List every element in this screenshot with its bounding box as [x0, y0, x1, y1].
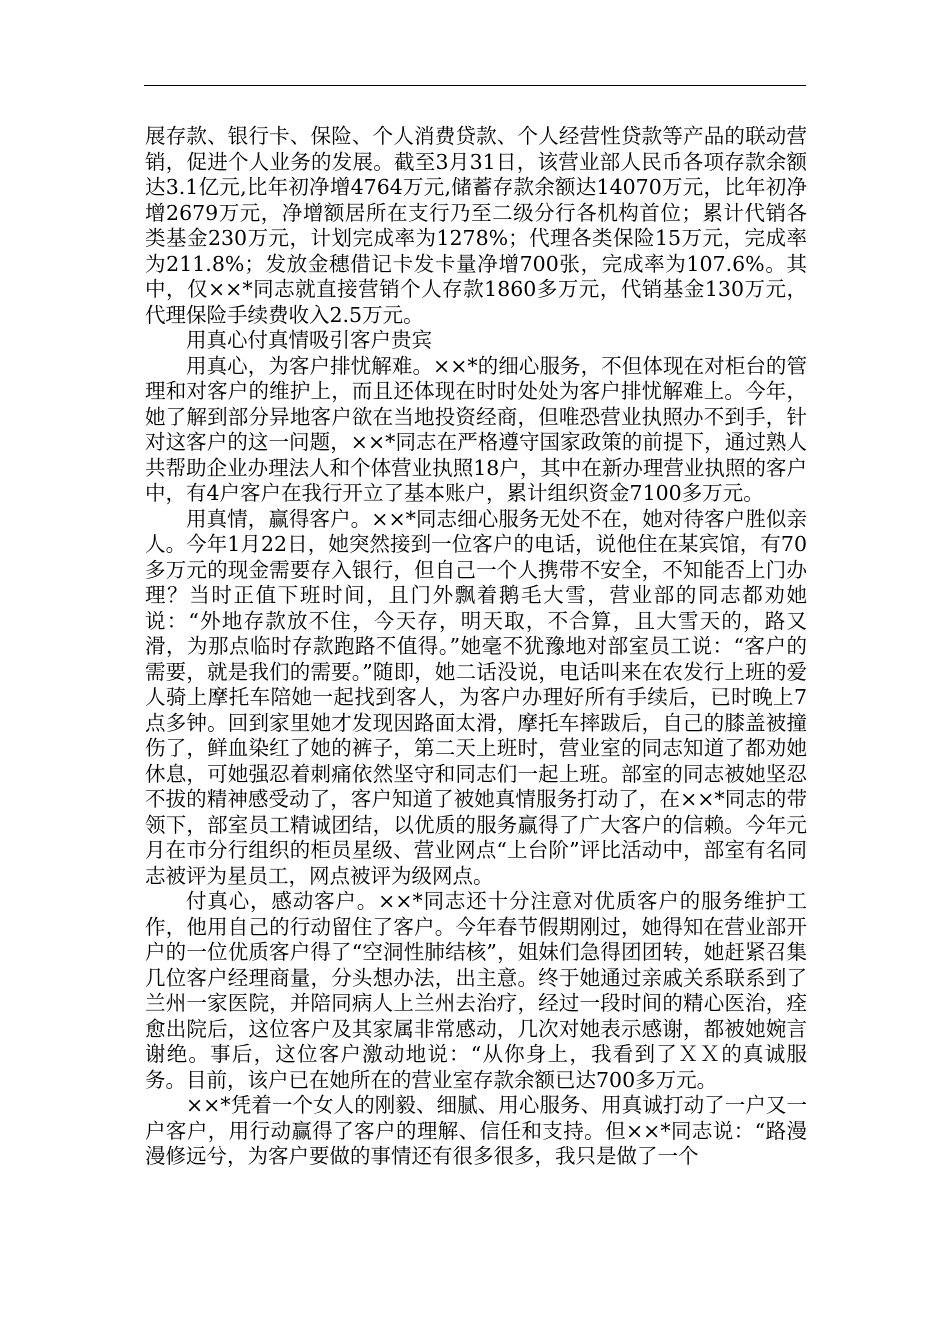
- paragraph-sales-results: 展存款、银行卡、保险、个人消费贷款、个人经营性贷款等产品的联动营销，促进个人业务的发展。截至3月31日，该营业部人民币各项存款余额达3.1亿元,比年初净增4764万元,储蓄存款余额达14070万元，比年初净增2679万元，净增额居所在支行乃至二级分行各机构首位；累计代销各类基金230万元，计划完成率为1278%；代理各类保险15万元，完成率为211.8%；发放金穗借记卡发卡量净增700张，完成率为107.6%。其中，仅××*同志就直接营销个人存款1860多万元，代销基金130万元，代理保险手续费收入2.5万元。: [145, 124, 807, 327]
- paragraph-closing: ××*凭着一个女人的刚毅、细腻、用心服务、用真诚打动了一户又一户客户，用行动赢得了客户的理解、信任和支持。但××*同志说：“路漫漫修远兮，为客户要做的事情还有很多很多，我只是做了一个: [145, 1093, 807, 1168]
- paragraph-win-customers: 用真情，赢得客户。××*同志细心服务无处不在，她对待客户胜似亲人。今年1月22日，她突然接到一位客户的电话，说他住在某宾馆，有70多万元的现金需要存入银行，但自己一个人携带不安全，不知能否上门办理？当时正值下班时间，且门外飘着鹅毛大雪，营业部的同志都劝她说：“外地存款放不住，今天存，明天取，不合算，且大雪天的，路又滑，为那点临时存款跑路不值得。”她毫不犹豫地对部室员工说：“客户的需要，就是我们的需要。”随即，她二话没说，电话叫来在农发行上班的爱人骑上摩托车陪她一起找到客人，为客户办理好所有手续后，已时晚上7点多钟。回到家里她才发现因路面太滑，摩托车摔跋后，自己的膝盖被撞伤了，鲜血染红了她的裤子，第二天上班时，营业室的同志知道了都劝她休息，可她强忍着刺痛依然坚守和同志们一起上班。部室的同志被她坚忍不拔的精神感受动了，客户知道了被她真情服务打动了，在××*同志的带领下，部室员工精诚团结，以优质的服务赢得了广大客户的信赖。今年元月在市分行组织的柜员星级、营业网点“上台阶”评比活动中，部室有名同志被评为星员工，网点被评为级网点。: [145, 506, 807, 888]
- paragraph-move-customers: 付真心，感动客户。××*同志还十分注意对优质客户的服务维护工作，他用自己的行动留住了客户。今年春节假期刚过，她得知在营业部开户的一位优质客户得了“空洞性肺结核”，姐妹们急得团团转，她赶紧召集几位客户经理商量，分头想办法，出主意。终于她通过亲戚关系联系到了兰州一家医院，并陪同病人上兰州去治疗，经过一段时间的精心医治，痊愈出院后，这位客户及其家属非常感动，几次对她表示感谢，都被她婉言谢绝。事后，这位客户激动地说：“从你身上，我看到了ＸＸ的真诚服务。目前，该户已在她所在的营业室存款余额已达700多万元。: [145, 889, 807, 1092]
- document-body: [145, 124, 807, 1170]
- section-heading: 用真心付真情吸引客户贵宾: [186, 328, 432, 352]
- header-divider: [144, 85, 806, 86]
- paragraph-solve-problems: 用真心，为客户排忧解难。××*的细心服务，不但体现在对柜台的管理和对客户的维护上，而且还体现在时时处处为客户排忧解难上。今年，她了解到部分异地客户欲在当地投资经商，但唯恐营业执照办不到手，针对这客户的这一问题，××*同志在严格遵守国家政策的前提下，通过熟人共帮助企业办理法人和个体营业执照18户，其中在新办理营业执照的客户中，有4户客户在我行开立了基本账户，累计组织资金7100多万元。: [145, 353, 807, 505]
